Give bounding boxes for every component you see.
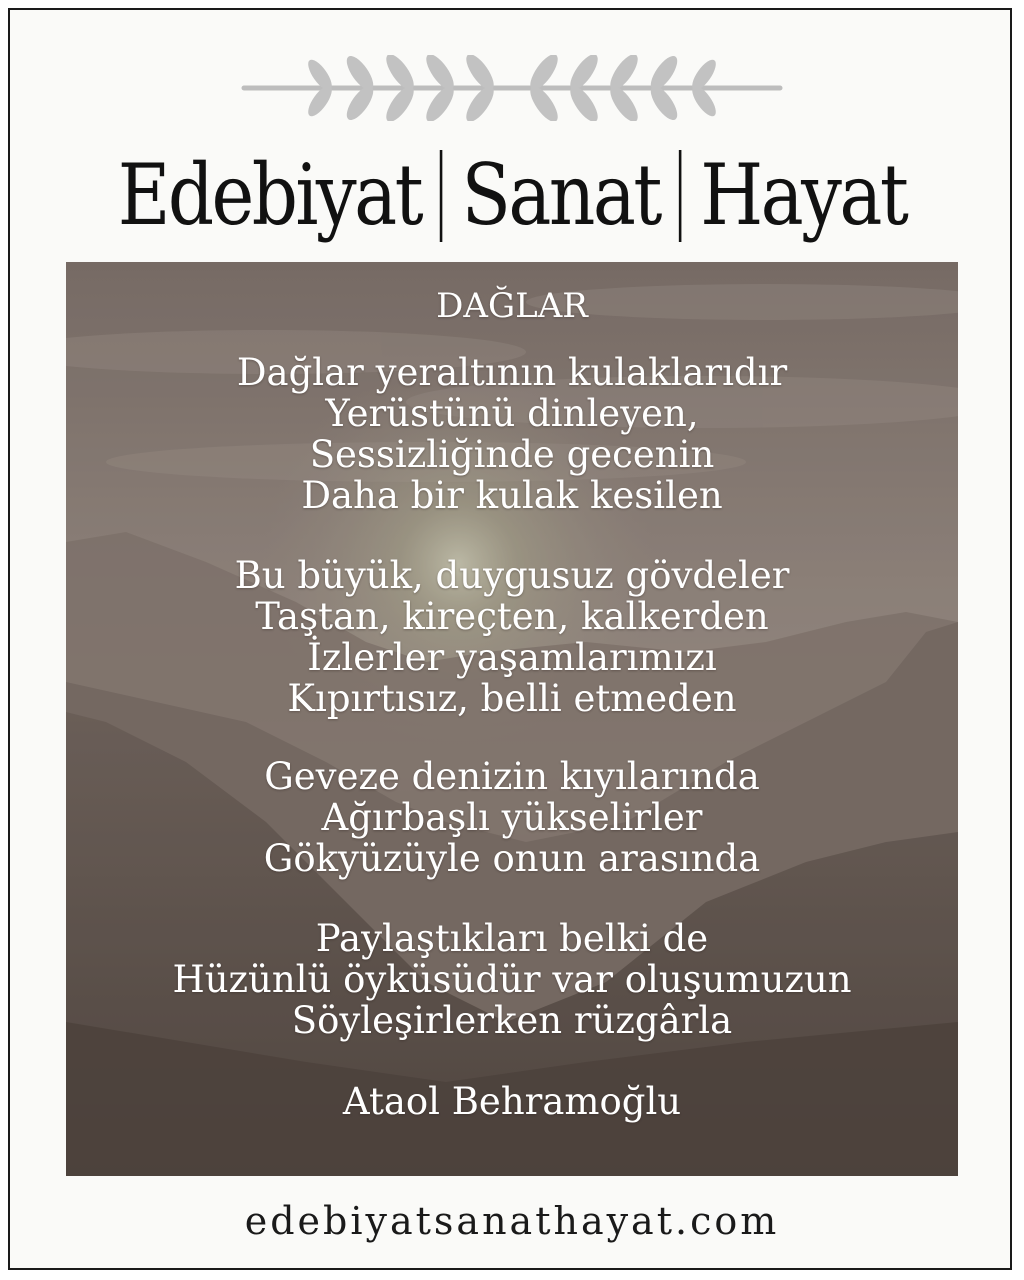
poem-line: Ağırbaşlı yükselirler [321,796,703,839]
poem-line: Taştan, kireçten, kalkerden [255,595,769,638]
site-title-part-edebiyat: Edebiyat [117,146,422,244]
laurel-branch-icon [240,55,784,121]
poem-line: Paylaştıkları belki de [315,917,709,960]
poem-title: DAĞLAR [436,286,588,326]
poem-line: Hüzünlü öyküsüdür var oluşumuzun [172,958,852,1001]
site-title-part-hayat: Hayat [700,146,907,244]
poem-line: Dağlar yeraltının kulaklarıdır [236,351,788,394]
poem-line: Yerüstünü dinleyen, [325,392,699,435]
poem-line: Kıpırtısız, belli etmeden [287,677,737,720]
poem-line: Daha bir kulak kesilen [301,474,723,517]
poem-author: Ataol Behramoğlu [342,1080,682,1123]
stanza-1 [66,352,958,516]
site-title [72,125,953,265]
poem [66,262,958,1176]
site-title-part-sanat: Sanat [461,146,660,244]
poem-line: Geveze denizin kıyılarında [264,755,760,798]
stanza-3 [66,756,958,879]
poem-line: İzlerler yaşamlarımızı [307,636,717,679]
website-url[interactable]: edebiyatsanathayat.com [244,1199,780,1243]
poem-line: Sessizliğinde gecenin [309,433,715,476]
title-separator [679,150,682,242]
title-separator [440,150,443,242]
poem-line: Söyleşirlerken rüzgârla [291,999,733,1042]
poem-line: Gökyüzüyle onun arasında [263,837,761,880]
poem-line: Bu büyük, duygusuz gövdeler [234,554,790,597]
stanza-2 [66,555,958,719]
mountain-photo [66,262,958,1176]
stanza-4 [66,918,958,1041]
